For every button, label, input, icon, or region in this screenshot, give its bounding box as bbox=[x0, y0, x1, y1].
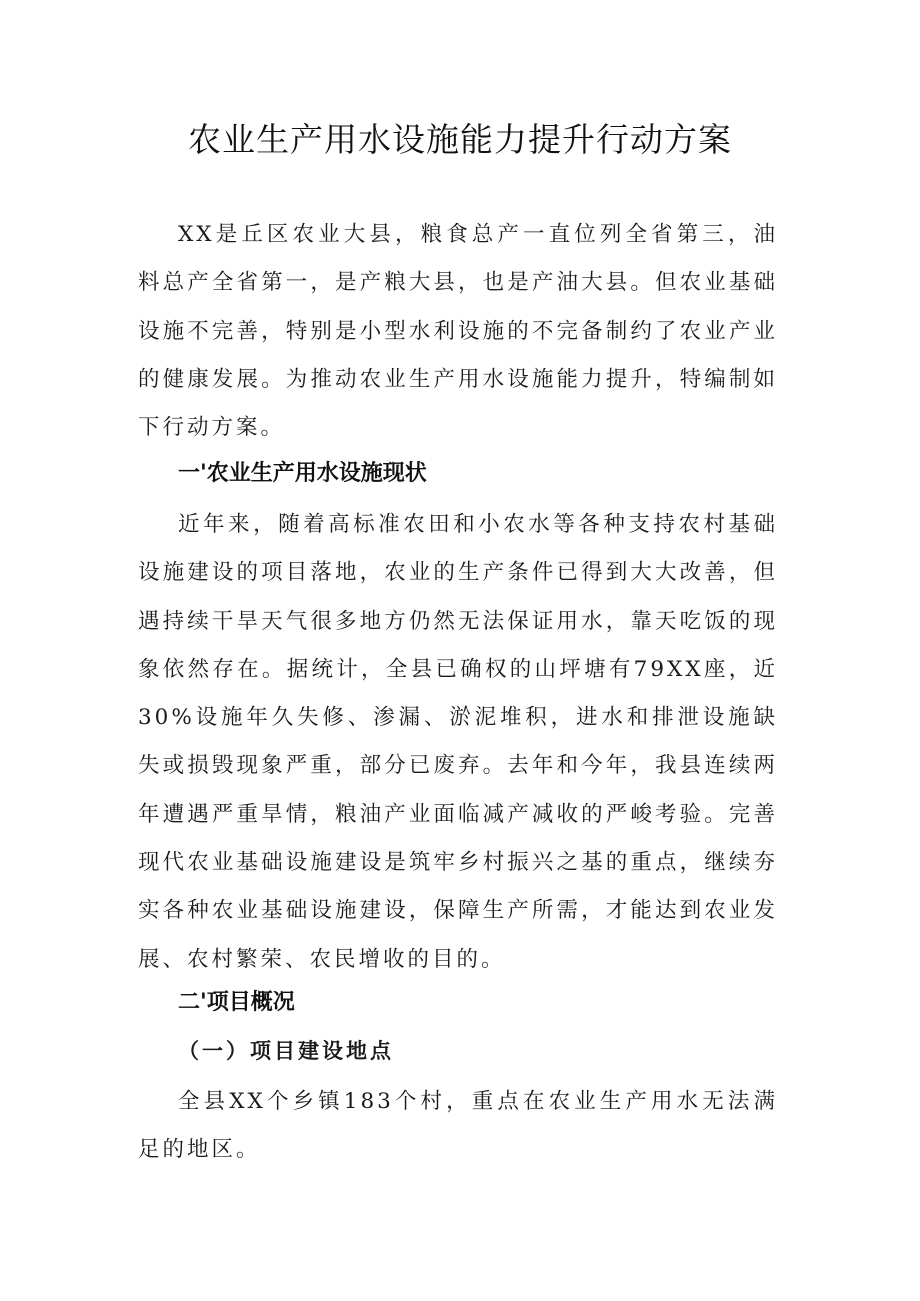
subsection-heading-location: （一）项目建设地点 bbox=[178, 1038, 394, 1063]
section-heading-status: 一'农业生产用水设施现状 bbox=[178, 461, 427, 486]
subsection-body-location: 全县XX个乡镇183个村，重点在农业生产用水无法满足的地区。 bbox=[138, 1089, 778, 1163]
document-title: 农业生产用水设施能力提升行动方案 bbox=[188, 120, 732, 159]
intro-paragraph: XX是丘区农业大县，粮食总产一直位列全省第三，油料总产全省第一，是产粮大县，也是产油大县。但农业基础设施不完善，特别是小型水利设施的不完备制约了农业产业的健康发展。为推动农业生产用水设施能力提升，特编制如下行动方案。 bbox=[138, 222, 778, 441]
section-heading-overview: 二'项目概况 bbox=[178, 990, 295, 1015]
section-body-status: 近年来，随着高标准农田和小农水等各种支持农村基础设施建设的项目落地，农业的生产条件已得到大大改善，但遇持续干旱天气很多地方仍然无法保证用水，靠天吃饭的现象依然存在。据统计，全县已确权的山坪塘有79XX座，近30%设施年久失修、渗漏、淤泥堆积，进水和排泄设施缺失或损毁现象严重，部分已废弃。去年和今年，我县连续两年遭遇严重旱情，粮油产业面临减产减收的严峻考验。完善现代农业基础设施建设是筑牢乡村振兴之基的重点，继续夯实各种农业基础设施建设，保障生产所需，才能达到农业发展、农村繁荣、农民增收的目的。 bbox=[138, 512, 778, 972]
